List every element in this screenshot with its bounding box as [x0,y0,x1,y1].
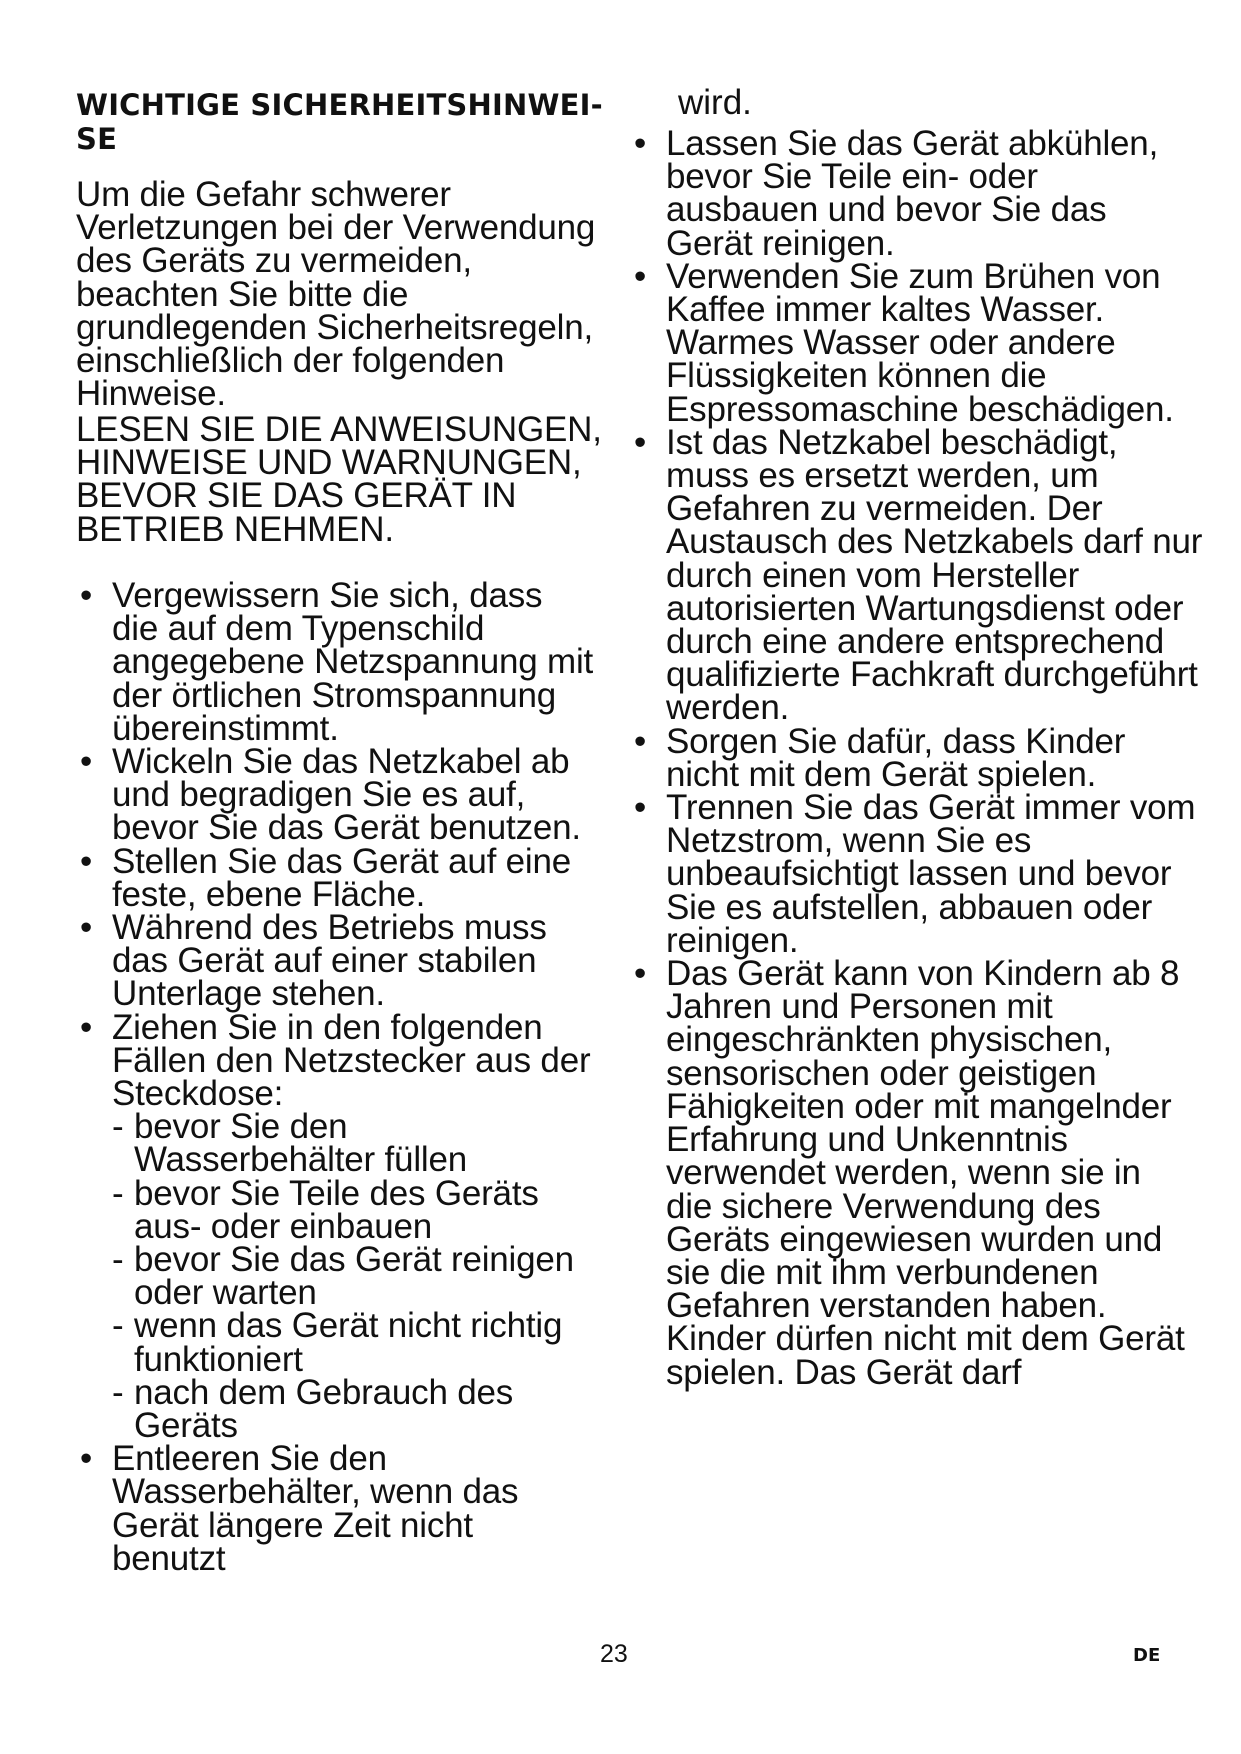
list-item-text: Ziehen Sie in den folgenden Fällen den Netzstecker aus der Steckdose: [112,1007,591,1114]
bullet-icon: • [633,422,647,462]
sub-list-item-text: bevor Sie das Gerät reinigen oder warten [134,1240,574,1313]
list-item-text: Wickeln Sie das Netzkabel ab und begradigen Sie es auf, bevor Sie das Gerät benutzen. [112,742,581,848]
page-number: 23 [600,1640,628,1668]
list-item [76,908,592,1014]
sub-list-item [112,1306,599,1379]
bullet-icon: • [633,124,647,163]
list-item [76,1439,592,1578]
warning-paragraph: LESEN SIE DIE ANWEISUNGEN, HINWEISE UND WARNUNGEN, BEVOR SIE DAS GERÄT IN BETRIEB NEHMEN. [76,410,602,549]
left-safety-list [76,576,636,1578]
list-item-text: Das Gerät kann von Kindern ab 8 Jahren und Personen mit eingeschränkten physischen, sensorischen oder geistigen Fähigkeiten oder mit mangelnder Erfahrung und Unkenntnis verwendet werden, wenn sie in die sichere Verwendung des Geräts eingewiesen wurden und sie die mit ihm verbundenen Gefahren verstanden haben. Kinder dürfen nicht mit dem Gerät spielen. Das Gerät darf [666,954,1185,1392]
intro-paragraph: Um die Gefahr schwerer Verletzungen bei der Verwendung des Geräts zu vermeiden, beachten Sie bitte die grundlegenden Sicherheitsregeln, einschließlich der folgenden Hinweise. [76,175,596,414]
bullet-icon: • [633,788,647,828]
list-item [630,124,1186,263]
dash-marker: - [112,1240,124,1280]
unplug-cases-list [112,1107,627,1446]
list-item [76,576,597,748]
section-heading: WICHTIGE SICHERHEITSHINWEI-SE [76,88,603,156]
bullet-icon: • [79,742,93,782]
list-item-text: Vergewissern Sie sich, dass die auf dem Typenschild angegebene Netzspannung mit der örtlichen Stromspannung übereinstimmt. [112,576,594,748]
list-item [76,841,597,914]
list-item [76,1007,627,1446]
sub-list-item [112,1107,584,1180]
bullet-icon: • [633,721,647,761]
bullet-icon: • [79,1007,93,1047]
bullet-icon: • [633,256,647,296]
bullet-icon: • [633,954,647,994]
bullet-icon: • [79,908,93,948]
list-item [630,422,1206,728]
dash-marker: - [112,1306,124,1346]
bullet-icon: • [79,1439,93,1479]
language-code: DE [1133,1645,1161,1666]
bullet-icon: • [79,576,93,615]
list-item-text: Ist das Netzkabel beschädigt, muss es ersetzt werden, um Gefahren zu vermeiden. Der Austausch des Netzkabels darf nur durch einen vom Hersteller autorisierten Wartungsdienst oder durch eine andere entsprechend qualifizierte Fachkraft durchgeführt werden. [666,422,1203,728]
bullet-icon: • [79,841,93,881]
list-item [630,256,1196,429]
sub-list-item-text: bevor Sie den Wasserbehälter füllen [134,1107,467,1180]
list-item-text: Entleeren Sie den Wasserbehälter, wenn das Gerät längere Zeit nicht benutzt [112,1439,519,1578]
list-item-text: Während des Betriebs muss das Gerät auf einer stabilen Unterlage stehen. [112,908,547,1014]
dash-marker: - [112,1372,124,1412]
list-item [630,788,1206,960]
dash-marker: - [112,1107,124,1147]
list-item-text: Trennen Sie das Gerät immer vom Netzstrom, wenn Sie es unbeaufsichtigt lassen und bevor Sie es aufstellen, abbauen oder reinigen. [666,788,1196,960]
right-safety-list [630,124,1203,1392]
list-item [630,721,1186,794]
list-item-text: Sorgen Sie dafür, dass Kinder nicht mit dem Gerät spielen. [666,721,1126,794]
sub-list-item [112,1173,614,1246]
list-item [76,742,597,848]
sub-list-item [112,1372,584,1446]
list-item-text: Stellen Sie das Gerät auf eine feste, ebene Fläche. [112,841,572,914]
sub-list-item-text: bevor Sie Teile des Geräts aus- oder einbauen [134,1173,539,1246]
list-item [630,954,1196,1392]
dash-marker: - [112,1173,124,1213]
continued-text: wird. [678,83,752,122]
sub-list-item [112,1240,599,1313]
sub-list-item-text: wenn das Gerät nicht richtig funktioniert [134,1306,563,1379]
sub-list-item-text: nach dem Gebrauch des Geräts [134,1372,514,1446]
list-item-text: Lassen Sie das Gerät abkühlen, bevor Sie Teile ein- oder ausbauen und bevor Sie das Gerät reinigen. [666,124,1159,263]
list-item-text: Verwenden Sie zum Brühen von Kaffee immer kaltes Wasser. Warmes Wasser oder andere Flüssigkeiten können die Espressomaschine beschädigen. [666,256,1174,429]
